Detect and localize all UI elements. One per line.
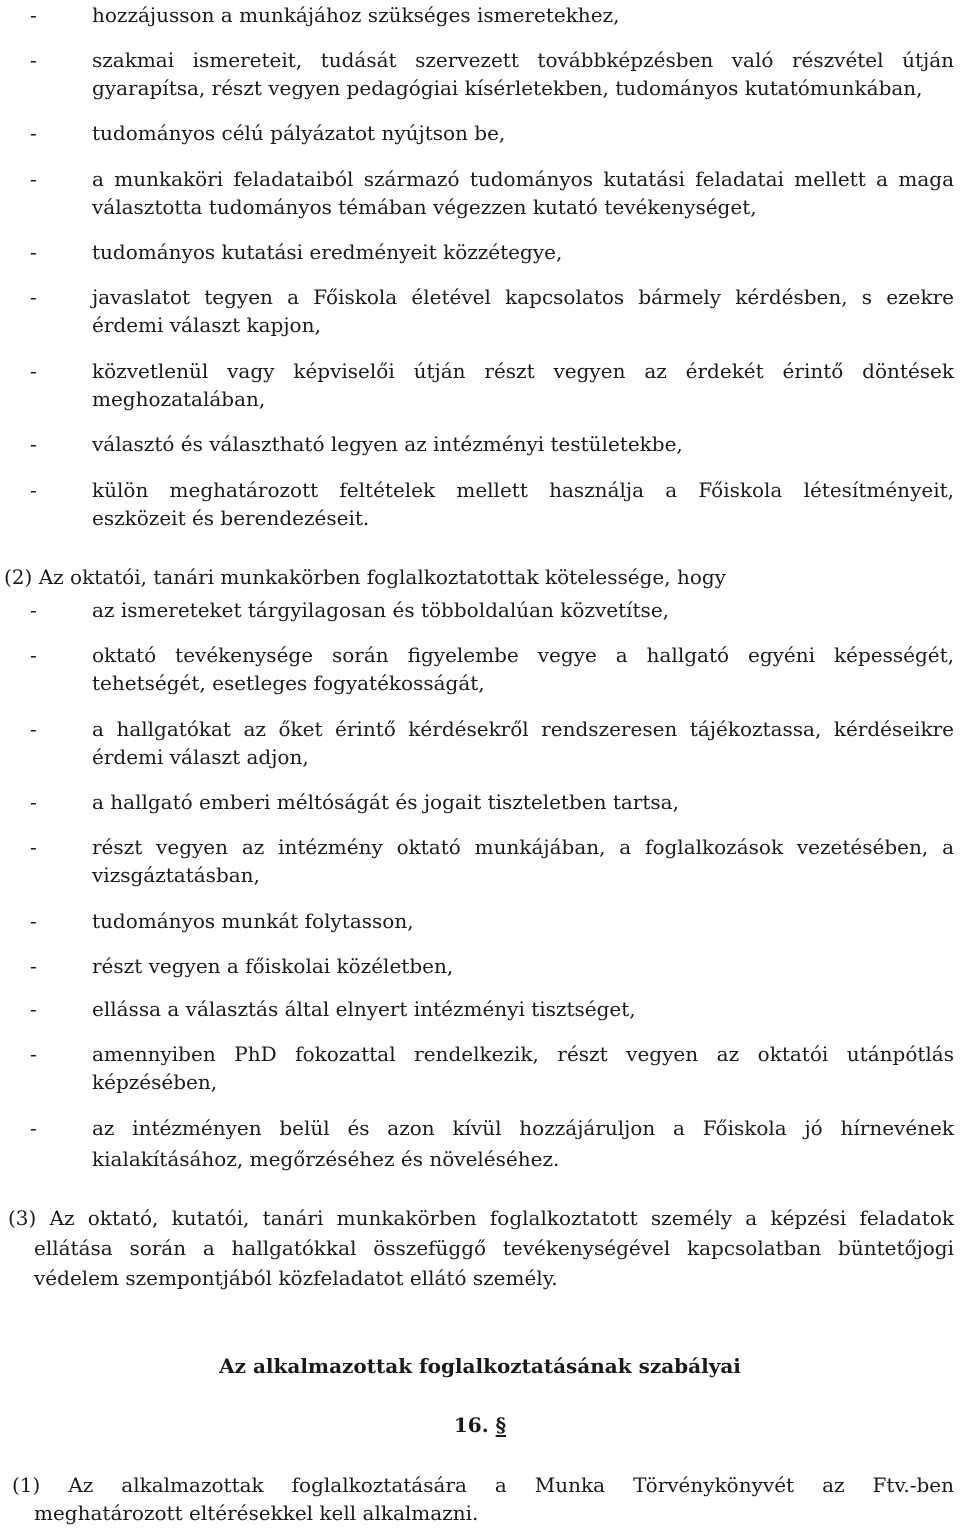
list-item: az ismereteket tárgyilagosan és többoldalúan közvetítse, (92, 598, 670, 622)
section-heading: Az alkalmazottak foglalkoztatásának szabályai (219, 1354, 741, 1378)
section-number-text: 16. (453, 1413, 489, 1437)
list-item: részt vegyen a főiskolai közéletben, (92, 954, 454, 978)
paragraph-3-line: ellátása során a hallgatókkal összefüggő tevékenységével kapcsolatban büntetőjogi (34, 1236, 954, 1260)
list-item-continued: érdemi választ kapjon, (92, 313, 321, 337)
paragraph-3-line: védelem szempontjából közfeladatot ellátó személy. (34, 1266, 558, 1290)
list-dash: - (30, 121, 37, 145)
list-item-continued: kialakításához, megőrzéséhez és növeléséhez. (92, 1147, 560, 1171)
list-dash: - (30, 285, 37, 309)
list-dash: - (30, 909, 37, 933)
list-dash: - (30, 598, 37, 622)
list-item: a hallgató emberi méltóságát és jogait tiszteletben tartsa, (92, 790, 679, 814)
list-dash: - (30, 3, 37, 27)
list-item: részt vegyen az intézmény oktató munkájában, a foglalkozások vezetésében, a (92, 835, 954, 859)
list-dash: - (30, 835, 37, 859)
list-dash: - (30, 1042, 37, 1066)
list-item-continued: tehetségét, esetleges fogyatékosságát, (92, 671, 485, 695)
paragraph-intro: (2) Az oktatói, tanári munkakörben foglalkoztatottak kötelessége, hogy (4, 565, 726, 589)
list-item: a munkaköri feladataiból származó tudományos kutatási feladatai mellett a maga (92, 167, 954, 191)
paragraph-final-line: meghatározott eltérésekkel kell alkalmazni. (34, 1501, 479, 1525)
list-dash: - (30, 240, 37, 264)
section-sign: § (495, 1413, 507, 1437)
list-item: javaslatot tegyen a Főiskola életével kapcsolatos bármely kérdésben, s ezekre (92, 285, 954, 309)
list-item-continued: választotta tudományos témában végezzen kutató tevékenységet, (92, 195, 757, 219)
list-item: a hallgatókat az őket érintő kérdésekről rendszeresen tájékoztassa, kérdéseikre (92, 717, 954, 741)
list-dash: - (30, 997, 37, 1021)
list-dash: - (30, 954, 37, 978)
list-dash: - (30, 359, 37, 383)
list-dash: - (30, 643, 37, 667)
list-item: az intézményen belül és azon kívül hozzájáruljon a Főiskola jó hírnevének (92, 1116, 954, 1140)
section-number (0, 1411, 960, 1439)
paragraph-final-line: (1) Az alkalmazottak foglalkoztatására a Munka Törvénykönyvét az Ftv.-ben (12, 1473, 954, 1497)
list-dash: - (30, 717, 37, 741)
list-item: szakmai ismereteit, tudását szervezett továbbképzésben való részvétel útján (92, 48, 954, 72)
list-dash: - (30, 432, 37, 456)
list-item-continued: képzésében, (92, 1070, 218, 1094)
list-item: külön meghatározott feltételek mellett használja a Főiskola létesítményeit, (92, 478, 954, 502)
list-dash: - (30, 167, 37, 191)
list-item-continued: eszközeit és berendezéseit. (92, 506, 370, 530)
list-dash: - (30, 48, 37, 72)
list-item: tudományos munkát folytasson, (92, 909, 414, 933)
list-item: tudományos célú pályázatot nyújtson be, (92, 121, 506, 145)
list-item: tudományos kutatási eredményeit közzétegye, (92, 240, 563, 264)
list-item: oktató tevékenysége során figyelembe vegye a hallgató egyéni képességét, (92, 643, 954, 667)
list-dash: - (30, 478, 37, 502)
list-item-continued: vizsgáztatásban, (92, 863, 260, 887)
list-item-continued: érdemi választ adjon, (92, 745, 309, 769)
list-item-continued: gyarapítsa, részt vegyen pedagógiai kísérletekben, tudományos kutatómunkában, (92, 76, 923, 100)
list-item-continued: meghozatalában, (92, 387, 266, 411)
list-item: közvetlenül vagy képviselői útján részt vegyen az érdekét érintő döntések (92, 359, 954, 383)
paragraph-3-line: (3) Az oktató, kutatói, tanári munkakörben foglalkoztatott személy a képzési feladatok (8, 1206, 954, 1230)
list-item: választó és választható legyen az intézményi testületekbe, (92, 432, 683, 456)
list-dash: - (30, 1116, 37, 1140)
list-dash: - (30, 790, 37, 814)
list-item: amennyiben PhD fokozattal rendelkezik, részt vegyen az oktatói utánpótlás (92, 1042, 954, 1066)
list-item: hozzájusson a munkájához szükséges ismeretekhez, (92, 3, 620, 27)
list-item: ellássa a választás által elnyert intézményi tisztséget, (92, 997, 636, 1021)
